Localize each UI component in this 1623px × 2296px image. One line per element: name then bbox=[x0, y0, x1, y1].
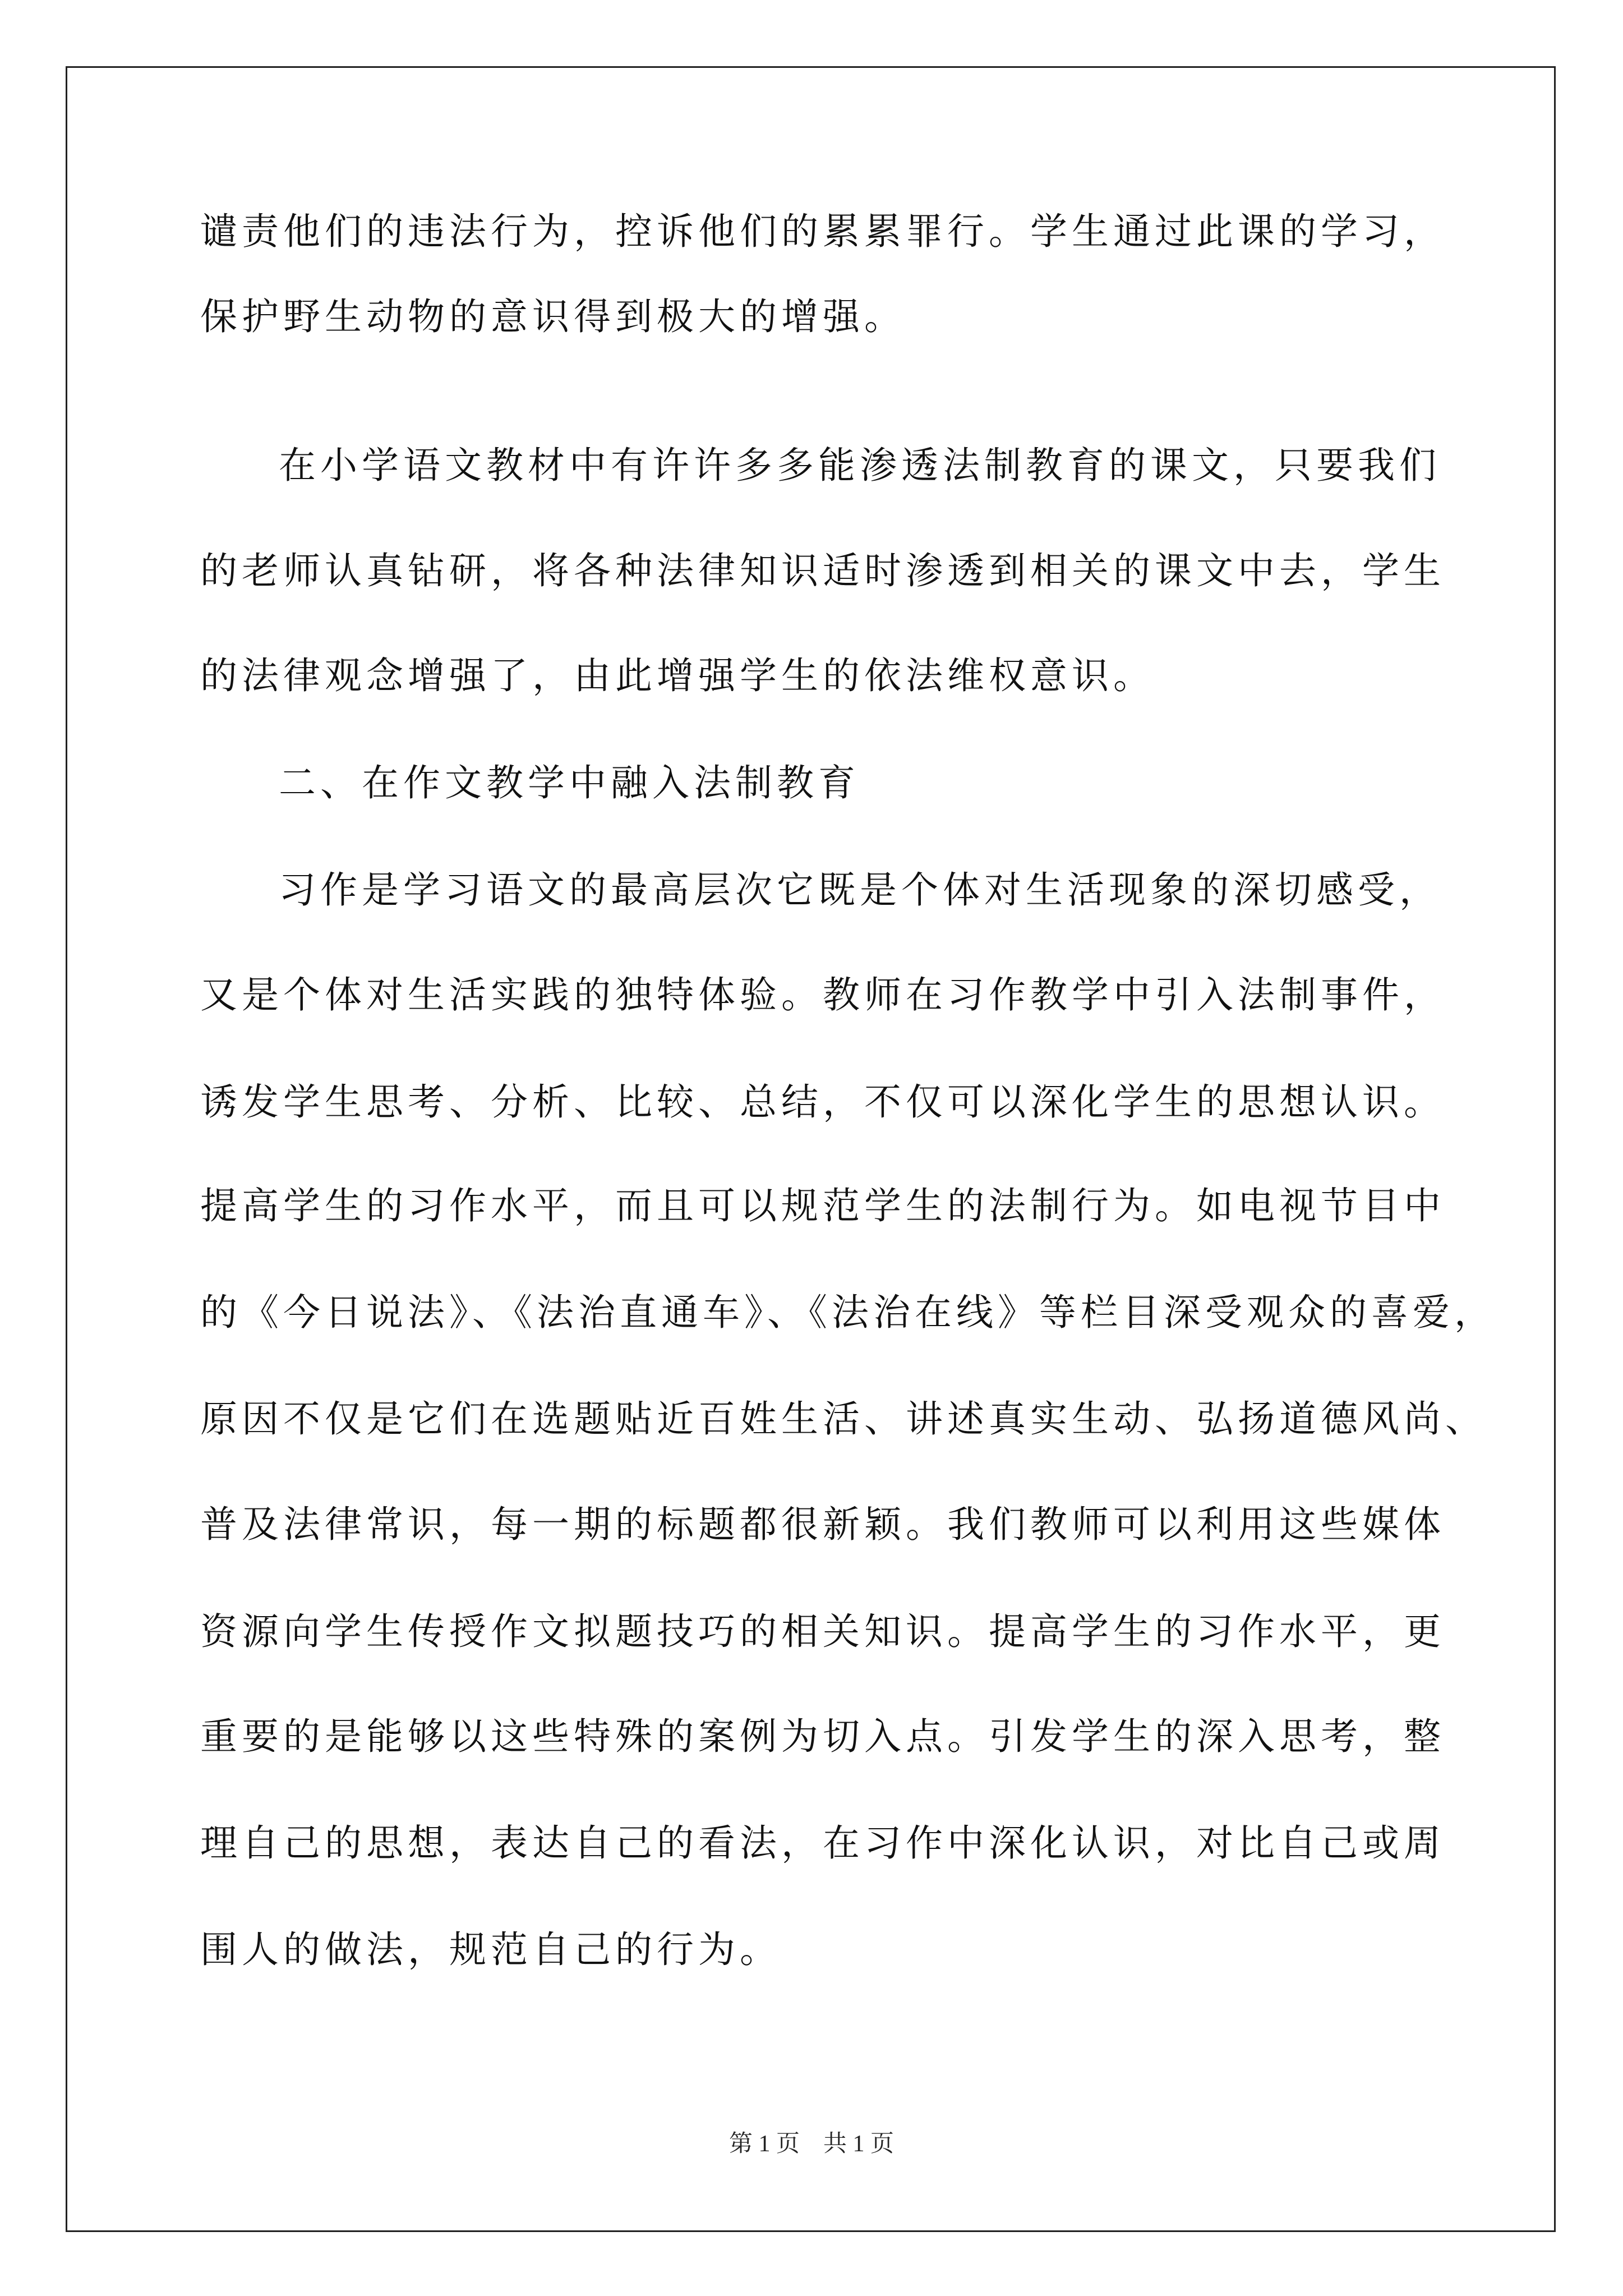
text-line: 的《今日说法》、《法治直通车》、《法治在线》等栏目深受观众的喜爱， bbox=[200, 1291, 1496, 1334]
text-line: 保护野生动物的意识得到极大的增强。 bbox=[200, 295, 906, 338]
text-line: 的法律观念增强了，由此增强学生的依法维权意识。 bbox=[200, 654, 1155, 697]
text-line: 提高学生的习作水平，而且可以规范学生的法制行为。如电视节目中 bbox=[200, 1184, 1445, 1227]
page-frame bbox=[66, 66, 1556, 2232]
text-line: 普及法律常识，每一期的标题都很新颖。我们教师可以利用这些媒体 bbox=[200, 1503, 1445, 1546]
text-line: 理自己的思想，表达自己的看法，在习作中深化认识，对比自己或周 bbox=[200, 1821, 1445, 1865]
text-line: 又是个体对生活实践的独特体验。教师在习作教学中引入法制事件， bbox=[200, 973, 1445, 1016]
page-number-footer: 第 1 页 共 1 页 bbox=[728, 2131, 894, 2157]
text-line: 的老师认真钻研，将各种法律知识适时渗透到相关的课文中去，学生 bbox=[200, 549, 1445, 592]
text-line: 资源向学生传授作文拟题技巧的相关知识。提高学生的习作水平，更 bbox=[200, 1610, 1445, 1653]
text-line: 习作是学习语文的最高层次它既是个体对生活现象的深切感受， bbox=[279, 868, 1441, 912]
text-line: 在小学语文教材中有许许多多能渗透法制教育的课文，只要我们 bbox=[279, 444, 1441, 487]
text-line: 原因不仅是它们在选题贴近百姓生活、讲述真实生动、弘扬道德风尚、 bbox=[200, 1397, 1487, 1441]
text-line: 重要的是能够以这些特殊的案例为切入点。引发学生的深入思考，整 bbox=[200, 1715, 1445, 1758]
text-line: 诱发学生思考、分析、比较、总结，不仅可以深化学生的思想认识。 bbox=[200, 1080, 1445, 1124]
section-heading: 二、在作文教学中融入法制教育 bbox=[279, 761, 860, 804]
text-line: 谴责他们的违法行为，控诉他们的累累罪行。学生通过此课的学习， bbox=[200, 210, 1445, 253]
text-line: 围人的做法，规范自己的行为。 bbox=[200, 1928, 781, 1971]
